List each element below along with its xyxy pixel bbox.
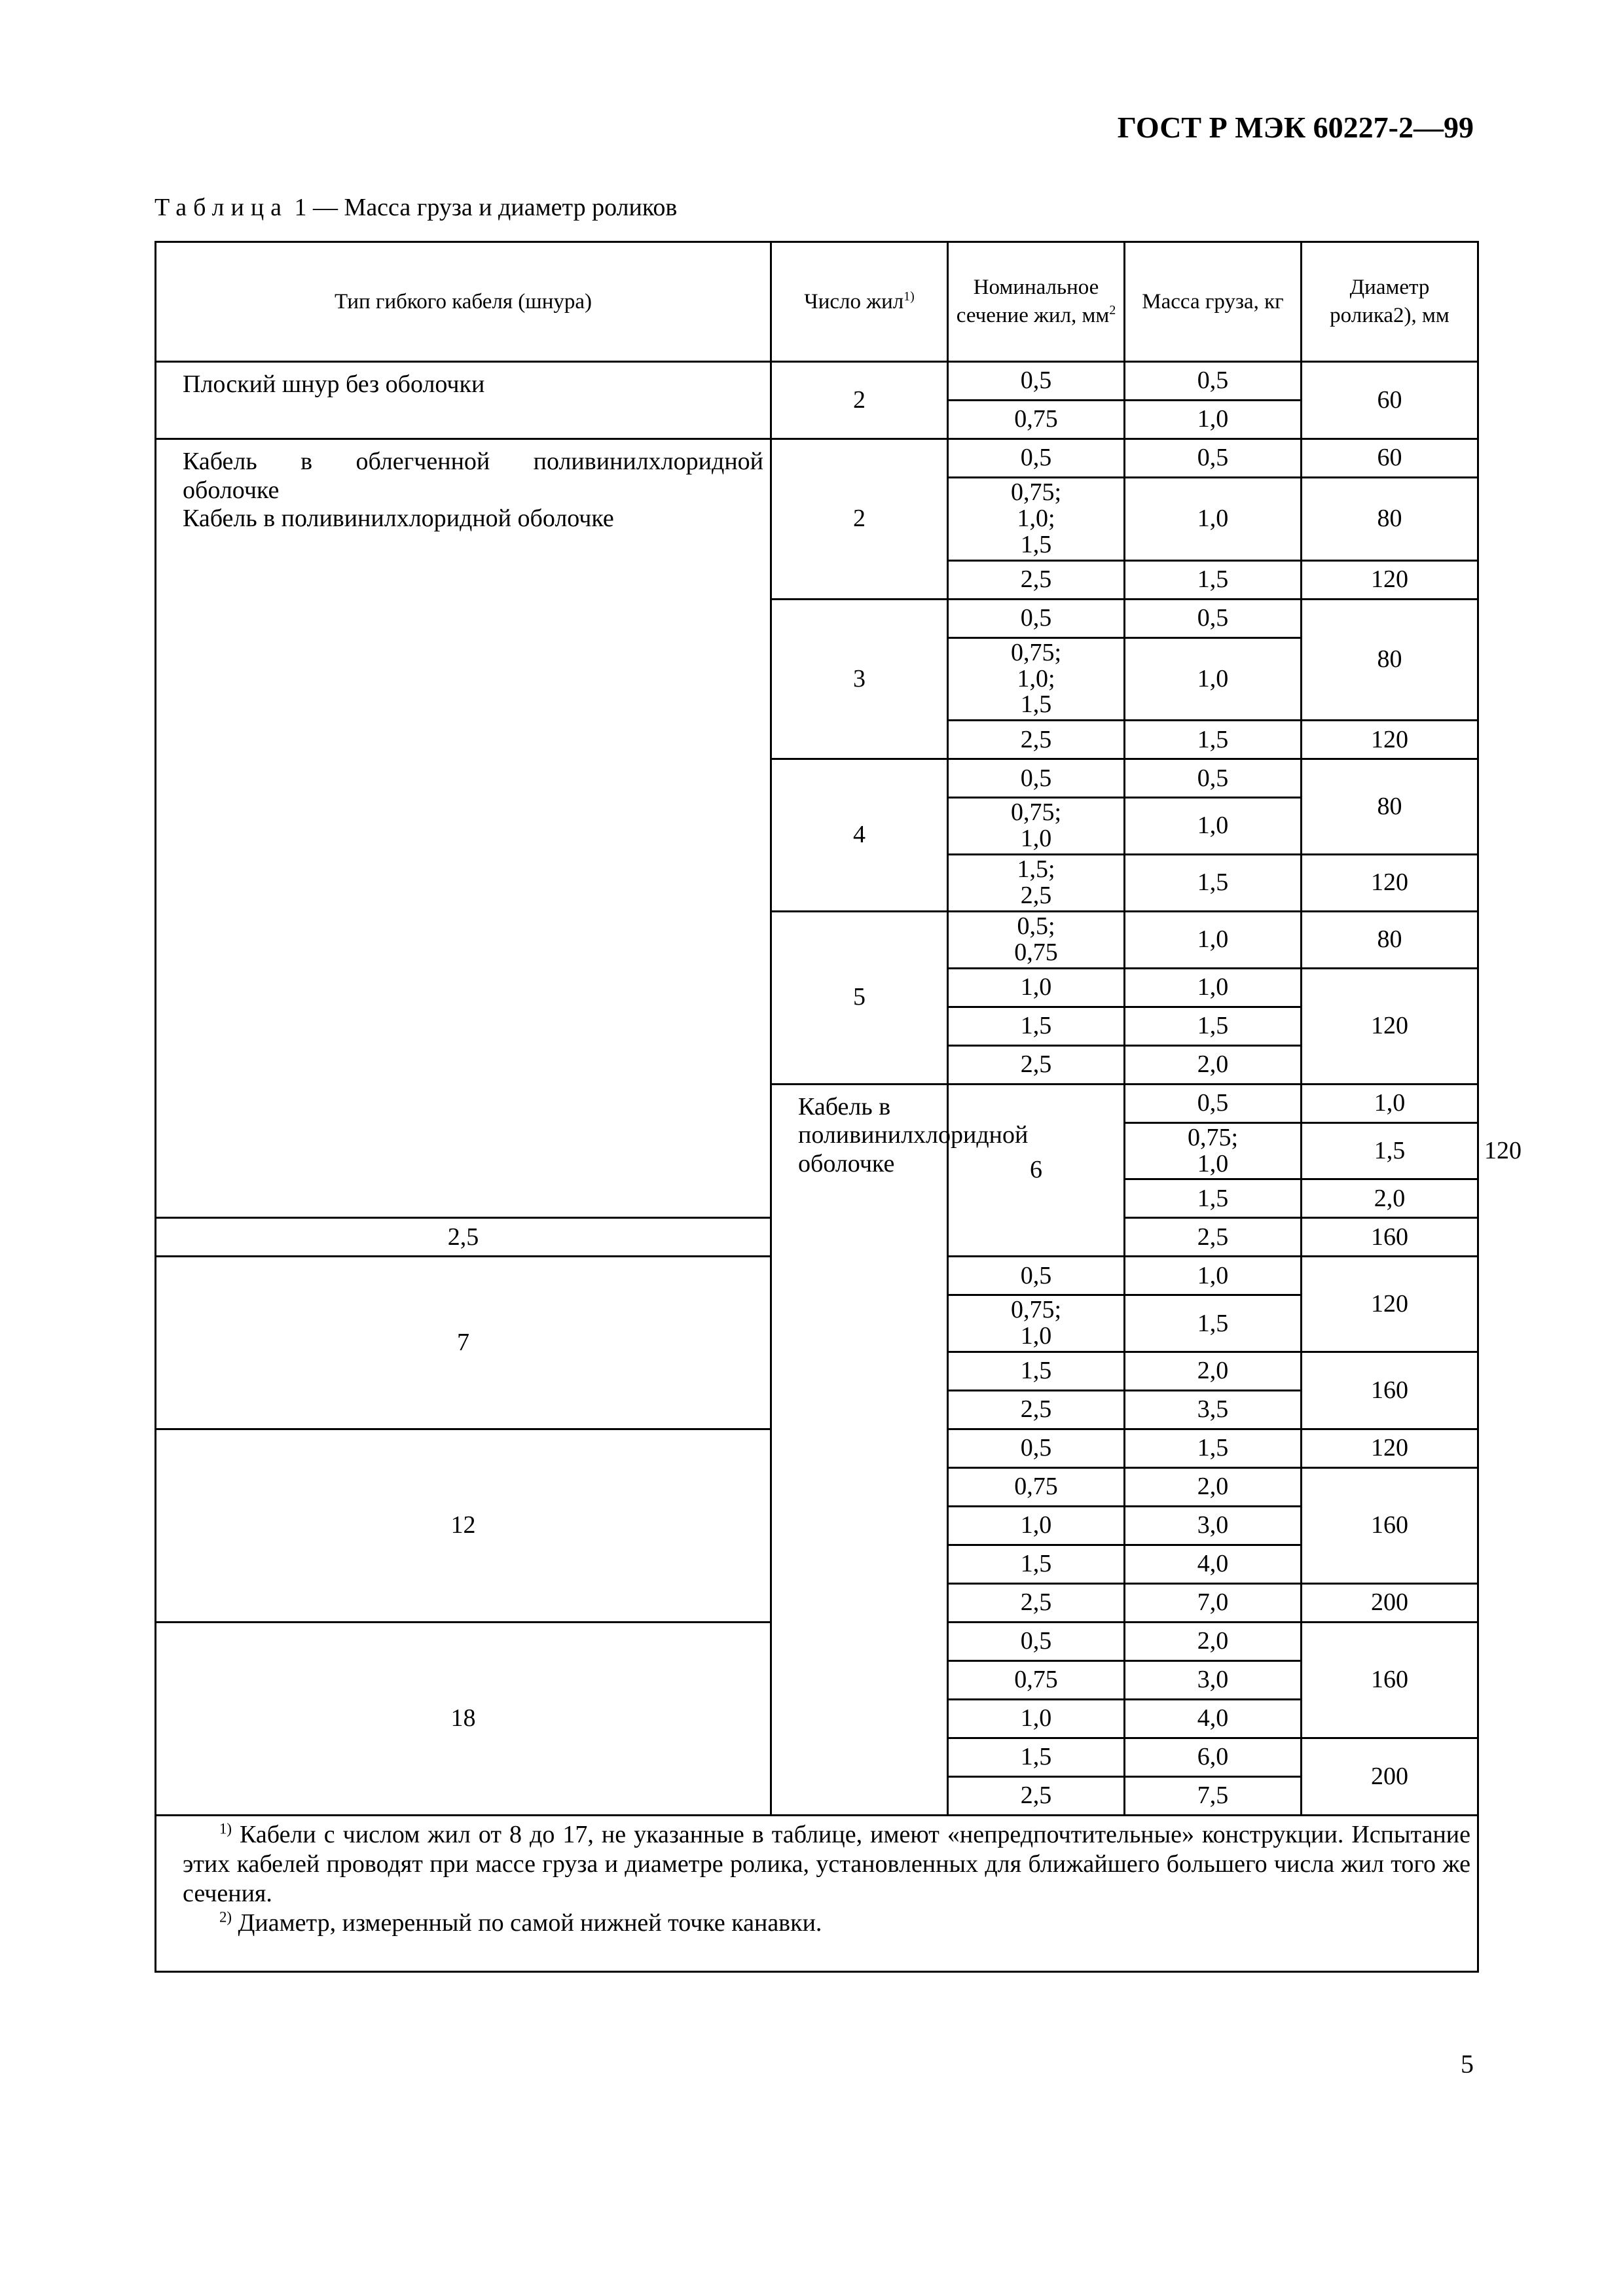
section-cell: 2,5 xyxy=(948,1045,1125,1084)
cores-cell: 6 xyxy=(948,1084,1125,1257)
cores-cell: 7 xyxy=(156,1257,771,1429)
diameter-cell: 160 xyxy=(1302,1218,1478,1257)
section-line: 1,5; xyxy=(1017,855,1055,884)
diameter-cell: 80 xyxy=(1302,911,1478,968)
section-cell: 2,5 xyxy=(948,1391,1125,1429)
mass-cell: 1,0 xyxy=(1125,968,1302,1007)
diameter-cell: 120 xyxy=(1302,721,1478,759)
mass-diameter-table xyxy=(155,241,1522,1973)
header-cores-sup: 1) xyxy=(903,289,915,304)
mass-cell: 1,5 xyxy=(1125,1429,1302,1468)
section-cell: 0,5 xyxy=(1125,1084,1302,1122)
section-line: 0,75; xyxy=(1187,1123,1239,1151)
table-row xyxy=(156,362,1478,401)
section-line: 0,75; xyxy=(1010,638,1062,666)
mass-cell: 2,0 xyxy=(1125,1352,1302,1391)
diameter-cell: 200 xyxy=(1302,1584,1478,1623)
diameter-cell: 80 xyxy=(1302,478,1478,561)
section-line: 2,5 xyxy=(1020,882,1052,910)
mass-cell: 2,0 xyxy=(1125,1468,1302,1507)
mass-cell: 7,5 xyxy=(1125,1777,1302,1816)
cable-type-line: оболочке xyxy=(183,476,280,504)
footnote-1 xyxy=(183,1820,1470,1908)
section-cell: 0,5 xyxy=(948,439,1125,478)
mass-cell: 1,5 xyxy=(1125,721,1302,759)
document-id: ГОСТ Р МЭК 60227-2—99 xyxy=(1117,111,1474,144)
diameter-cell: 160 xyxy=(1302,1468,1478,1584)
section-line: 0,75; xyxy=(1010,478,1062,506)
section-cell xyxy=(948,637,1125,721)
section-cell: 0,5 xyxy=(948,1623,1125,1661)
mass-cell: 2,5 xyxy=(1125,1218,1302,1257)
section-cell xyxy=(1125,1122,1302,1179)
section-cell: 1,5 xyxy=(948,1007,1125,1045)
section-cell: 1,0 xyxy=(948,968,1125,1007)
section-cell: 0,5 xyxy=(948,1429,1125,1468)
cores-cell: 12 xyxy=(156,1429,771,1623)
table-row: Кабель в поливинилхлоридной оболочке 6 0,5 1,0 120 xyxy=(156,1084,1478,1122)
mass-cell: 3,0 xyxy=(1125,1661,1302,1700)
footnote-2 xyxy=(183,1909,1470,1938)
section-line: 1,0 xyxy=(1197,1149,1229,1177)
section-cell: 0,75 xyxy=(948,401,1125,439)
cores-cell: 2 xyxy=(771,439,948,600)
diameter-cell: 120 xyxy=(1302,560,1478,599)
section-cell xyxy=(948,855,1125,912)
mass-cell: 1,5 xyxy=(1125,560,1302,599)
section-cell: 1,0 xyxy=(948,1700,1125,1738)
header-cable-type: Тип гибкого кабеля (шнура) xyxy=(156,242,771,362)
mass-cell: 1,0 xyxy=(1125,637,1302,721)
mass-cell: 1,5 xyxy=(1302,1122,1478,1179)
mass-cell: 1,0 xyxy=(1125,798,1302,855)
cores-cell: 5 xyxy=(771,911,948,1084)
footnote-2-mark: 2) xyxy=(219,1909,232,1926)
header-diameter: Диаметр ролика2), мм xyxy=(1302,242,1478,362)
table-header-row xyxy=(156,242,1478,362)
mass-cell: 4,0 xyxy=(1125,1700,1302,1738)
mass-cell: 2,0 xyxy=(1302,1179,1478,1218)
section-line: 0,75 xyxy=(1014,938,1058,966)
section-cell: 0,5 xyxy=(948,1257,1125,1295)
mass-cell: 0,5 xyxy=(1125,362,1302,401)
page-number: 5 xyxy=(1461,2049,1474,2079)
footnote-2-text: Диаметр, измеренный по самой нижней точке канавки. xyxy=(232,1909,822,1937)
section-cell: 1,5 xyxy=(948,1352,1125,1391)
diameter-cell: 200 xyxy=(1302,1738,1478,1816)
section-cell: 2,5 xyxy=(948,721,1125,759)
section-line: 1,0 xyxy=(1020,825,1052,853)
diameter-cell: 120 xyxy=(1302,1257,1478,1352)
section-cell xyxy=(948,798,1125,855)
mass-cell: 2,0 xyxy=(1125,1623,1302,1661)
header-section xyxy=(948,242,1125,362)
mass-cell: 6,0 xyxy=(1125,1738,1302,1777)
section-cell: 1,5 xyxy=(948,1545,1125,1584)
section-line: 1,5 xyxy=(1020,691,1052,719)
section-cell: 0,75 xyxy=(948,1468,1125,1507)
section-cell: 0,75 xyxy=(948,1661,1125,1700)
section-cell: 2,5 xyxy=(156,1218,771,1257)
mass-cell: 0,5 xyxy=(1125,599,1302,637)
cores-cell: 4 xyxy=(771,759,948,912)
section-cell: 1,5 xyxy=(948,1738,1125,1777)
section-line: 1,0; xyxy=(1017,664,1055,692)
mass-cell: 2,0 xyxy=(1125,1045,1302,1084)
diameter-cell: 120 xyxy=(1302,855,1478,912)
section-line: 1,0; xyxy=(1017,504,1055,532)
footnote-1-mark: 1) xyxy=(219,1820,232,1837)
section-line: 0,75; xyxy=(1010,1296,1062,1324)
section-line: 0,75; xyxy=(1010,798,1062,827)
cores-cell: 18 xyxy=(156,1623,771,1816)
mass-cell: 7,0 xyxy=(1125,1584,1302,1623)
mass-cell: 4,0 xyxy=(1125,1545,1302,1584)
section-cell xyxy=(948,1295,1125,1352)
cable-type-pvc: Кабель в поливинилхлоридной оболочке xyxy=(771,1084,948,1816)
cable-type-line: Кабель в поливинилхлоридной оболочке xyxy=(183,505,614,533)
mass-cell: 1,5 xyxy=(1125,1007,1302,1045)
mass-cell: 1,0 xyxy=(1125,911,1302,968)
diameter-cell: 160 xyxy=(1302,1623,1478,1738)
mass-cell: 1,0 xyxy=(1125,1257,1302,1295)
section-line: 1,5 xyxy=(1020,530,1052,558)
section-cell: 2,5 xyxy=(948,560,1125,599)
table-notes-row xyxy=(156,1816,1478,1971)
section-line: 0,5; xyxy=(1017,912,1055,940)
mass-cell: 3,5 xyxy=(1125,1391,1302,1429)
section-line: 1,0 xyxy=(1020,1322,1052,1350)
diameter-cell: 160 xyxy=(1302,1352,1478,1429)
mass-cell: 3,0 xyxy=(1125,1507,1302,1545)
diameter-cell: 120 xyxy=(1302,968,1478,1084)
cable-type-light-pvc xyxy=(156,439,771,1218)
diameter-cell: 60 xyxy=(1302,439,1478,478)
section-cell xyxy=(948,478,1125,561)
section-cell xyxy=(948,911,1125,968)
header-section-text: Номинальное сечение жил, мм xyxy=(956,276,1110,327)
table-notes xyxy=(156,1816,1478,1971)
diameter-cell: 80 xyxy=(1302,759,1478,855)
footnote-1-text: Кабели с числом жил от 8 до 17, не указанные в таблице, имеют «непредпочтительные» конструкции. Испытание этих кабелей проводят при массе груза и диаметре ролика, установленных для ближайшего большего числа жил того же сечения. xyxy=(183,1821,1470,1907)
header-mass: Масса груза, кг xyxy=(1125,242,1302,362)
mass-cell: 1,0 xyxy=(1125,478,1302,561)
diameter-cell: 80 xyxy=(1302,599,1478,721)
section-cell: 1,5 xyxy=(1125,1179,1302,1218)
section-cell: 0,5 xyxy=(948,759,1125,798)
cable-type-line: Кабель в облегченной поливинилхлоридной xyxy=(183,448,763,475)
diameter-cell: 120 xyxy=(1302,1429,1478,1468)
mass-cell: 0,5 xyxy=(1125,759,1302,798)
cores-cell: 2 xyxy=(771,362,948,439)
cable-type-flat-cord: Плоский шнур без оболочки xyxy=(156,362,771,439)
section-cell: 2,5 xyxy=(948,1777,1125,1816)
section-cell: 0,5 xyxy=(948,362,1125,401)
section-cell: 2,5 xyxy=(948,1584,1125,1623)
table-caption-prefix: Таблица xyxy=(155,194,289,221)
cores-cell: 3 xyxy=(771,599,948,759)
mass-cell: 0,5 xyxy=(1125,439,1302,478)
table-caption-text: 1 — Масса груза и диаметр роликов xyxy=(288,194,678,221)
mass-cell: 1,0 xyxy=(1125,401,1302,439)
diameter-cell: 60 xyxy=(1302,362,1478,439)
table-caption xyxy=(155,193,677,222)
section-cell: 0,5 xyxy=(948,599,1125,637)
mass-cell: 1,5 xyxy=(1125,855,1302,912)
table-row xyxy=(156,439,1478,478)
mass-cell: 1,0 xyxy=(1302,1084,1478,1122)
mass-cell: 1,5 xyxy=(1125,1295,1302,1352)
section-cell: 1,0 xyxy=(948,1507,1125,1545)
header-cores xyxy=(771,242,948,362)
header-section-sup: 2 xyxy=(1109,303,1116,317)
header-cores-text: Число жил xyxy=(804,289,904,314)
